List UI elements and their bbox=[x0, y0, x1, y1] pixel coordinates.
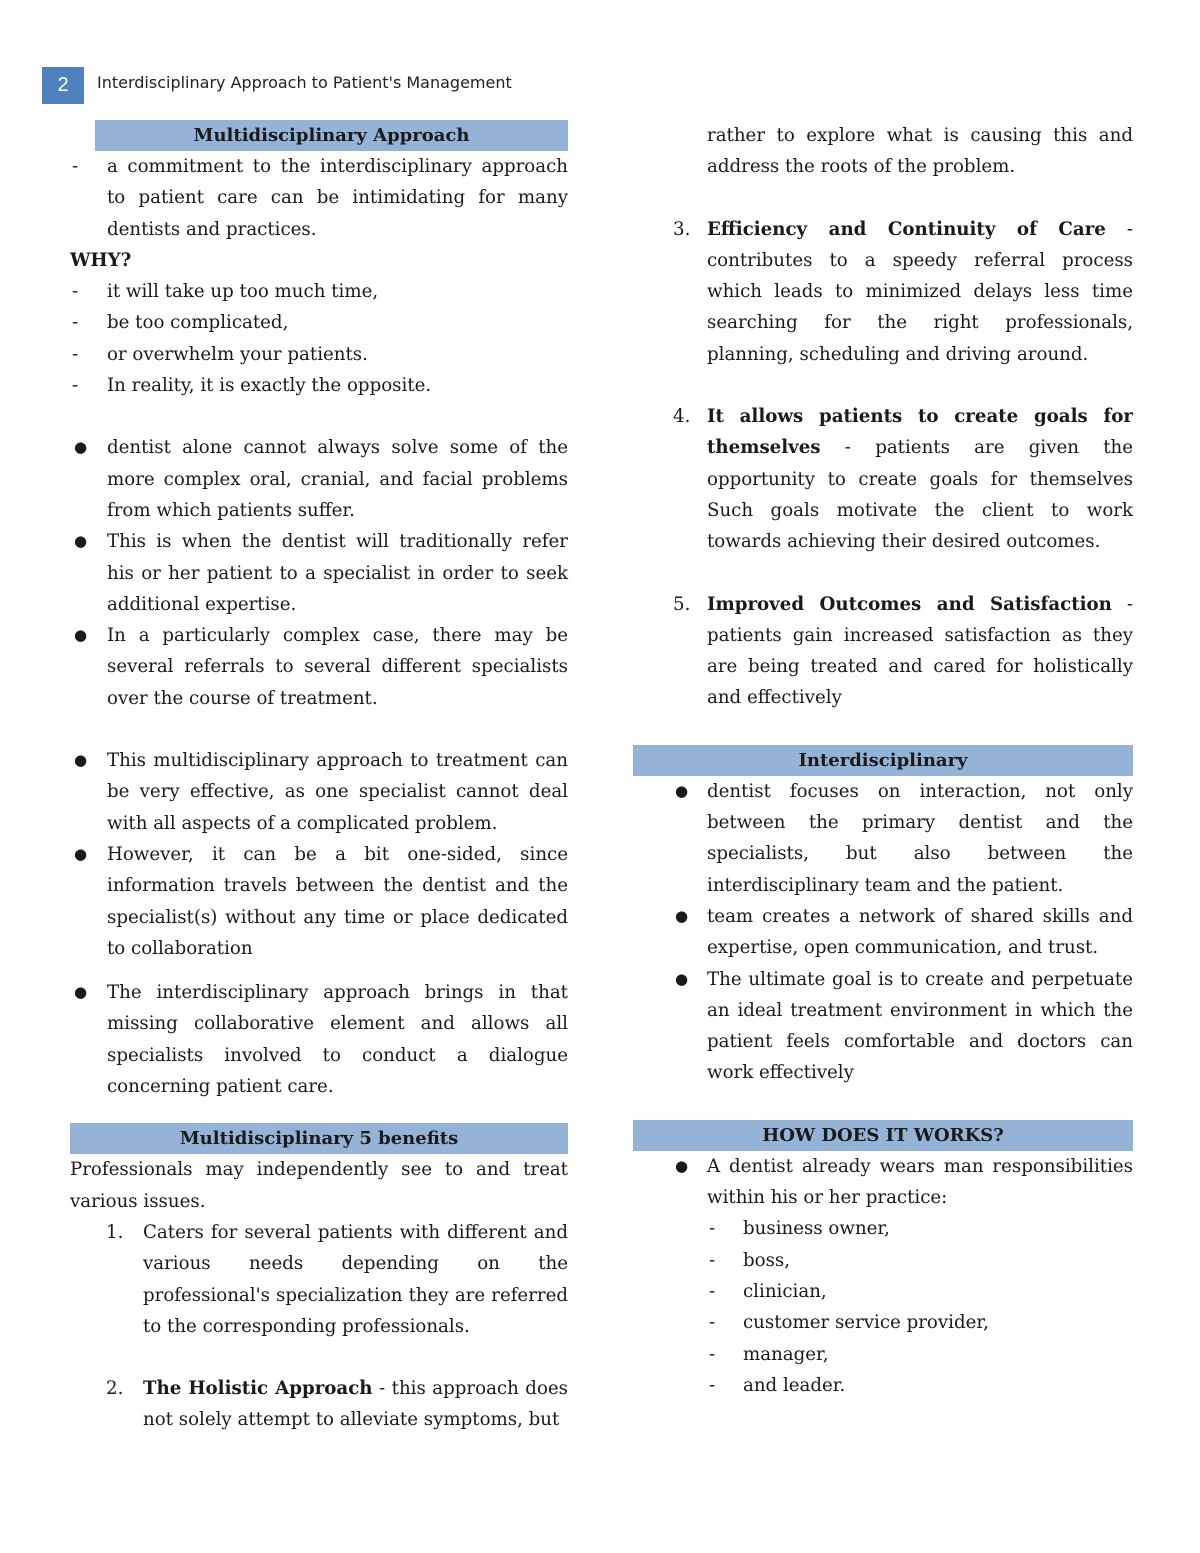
role-item: - clinician, bbox=[709, 1280, 827, 1302]
benefit-item: 4. It allows patients to create goals for themselves - patients are given the opportunity to create goals for themselves Such goals motivate the client to work towards achieving their desired outcomes. bbox=[673, 406, 1133, 553]
benefit-item: 3. Efficiency and Continuity of Care - contributes to a speedy referral process which leads to minimized delays less time searching for the right professionals, planning, scheduling and driving around. bbox=[673, 218, 1133, 365]
list-item: ● The ultimate goal is to create and perpetuate an ideal treatment environment in which the patient feels comfortable and doctors can work effectively bbox=[675, 968, 1133, 1084]
role-item: - boss, bbox=[709, 1249, 791, 1271]
role-item: - business owner, bbox=[709, 1218, 890, 1240]
interdisciplinary-heading: Interdisciplinary bbox=[633, 745, 1133, 776]
list-item: ● dentist focuses on interaction, not only between the primary dentist and the specialists, but also between the interdisciplinary team and the patient. bbox=[675, 780, 1133, 896]
why-label: WHY? bbox=[70, 249, 132, 271]
benefits-intro: Professionals may independently see to and treat various issues. bbox=[70, 1159, 568, 1212]
list-item: - it will take up too much time, bbox=[72, 281, 379, 303]
list-item: ● The interdisciplinary approach brings in that missing collaborative element and allows all specialists involved to conduct a dialogue concerning patient care. bbox=[74, 982, 568, 1098]
list-item: ● A dentist already wears man responsibilities within his or her practice: bbox=[675, 1155, 1133, 1209]
multidisciplinary-benefits-heading: Multidisciplinary 5 benefits bbox=[70, 1123, 568, 1154]
how-does-it-work-heading: HOW DOES IT WORKS? bbox=[633, 1120, 1133, 1151]
list-item: - be too complicated, bbox=[72, 312, 289, 334]
list-item: ● In a particularly complex case, there may be several referrals to several different specialists over the course of treatment. bbox=[74, 625, 568, 709]
role-item: - customer service provider, bbox=[709, 1312, 989, 1334]
benefit-item: 2. The Holistic Approach - this approach does not solely attempt to alleviate symptoms, but bbox=[106, 1378, 568, 1431]
list-item: - In reality, it is exactly the opposite. bbox=[72, 375, 432, 397]
benefit-item: 5. Improved Outcomes and Satisfaction - patients gain increased satisfaction as they are being treated and cared for holistically and effectively bbox=[673, 593, 1133, 709]
running-header: Interdisciplinary Approach to Patient's Management bbox=[97, 73, 512, 92]
list-item: ● This is when the dentist will traditionally refer his or her patient to a specialist in order to seek additional expertise. bbox=[74, 531, 568, 615]
right-column bbox=[633, 120, 1133, 1401]
multidisciplinary-approach-heading: Multidisciplinary Approach bbox=[95, 120, 568, 151]
list-item: ● dentist alone cannot always solve some of the more complex oral, cranial, and facial problems from which patients suffer. bbox=[74, 437, 568, 521]
left-column bbox=[70, 120, 568, 1436]
role-item: - manager, bbox=[709, 1343, 829, 1365]
list-item: ● team creates a network of shared skills and expertise, open communication, and trust. bbox=[675, 905, 1133, 959]
role-item: - and leader. bbox=[709, 1374, 846, 1396]
list-item: ● However, it can be a bit one-sided, since information travels between the dentist and the specialist(s) without any time or place dedicated to collaboration bbox=[74, 843, 568, 959]
benefit-continuation: rather to explore what is causing this and address the roots of the problem. bbox=[707, 125, 1133, 178]
list-item: - a commitment to the interdisciplinary approach to patient care can be intimidating for many dentists and practices. bbox=[72, 156, 568, 240]
benefit-item: 1. Caters for several patients with different and various needs depending on the professional's specialization they are referred to the corresponding professionals. bbox=[106, 1221, 568, 1337]
list-item: - or overwhelm your patients. bbox=[72, 343, 368, 365]
page-number-badge: 2 bbox=[42, 67, 84, 104]
list-item: ● This multidisciplinary approach to treatment can be very effective, as one specialist cannot deal with all aspects of a complicated problem. bbox=[74, 750, 568, 834]
